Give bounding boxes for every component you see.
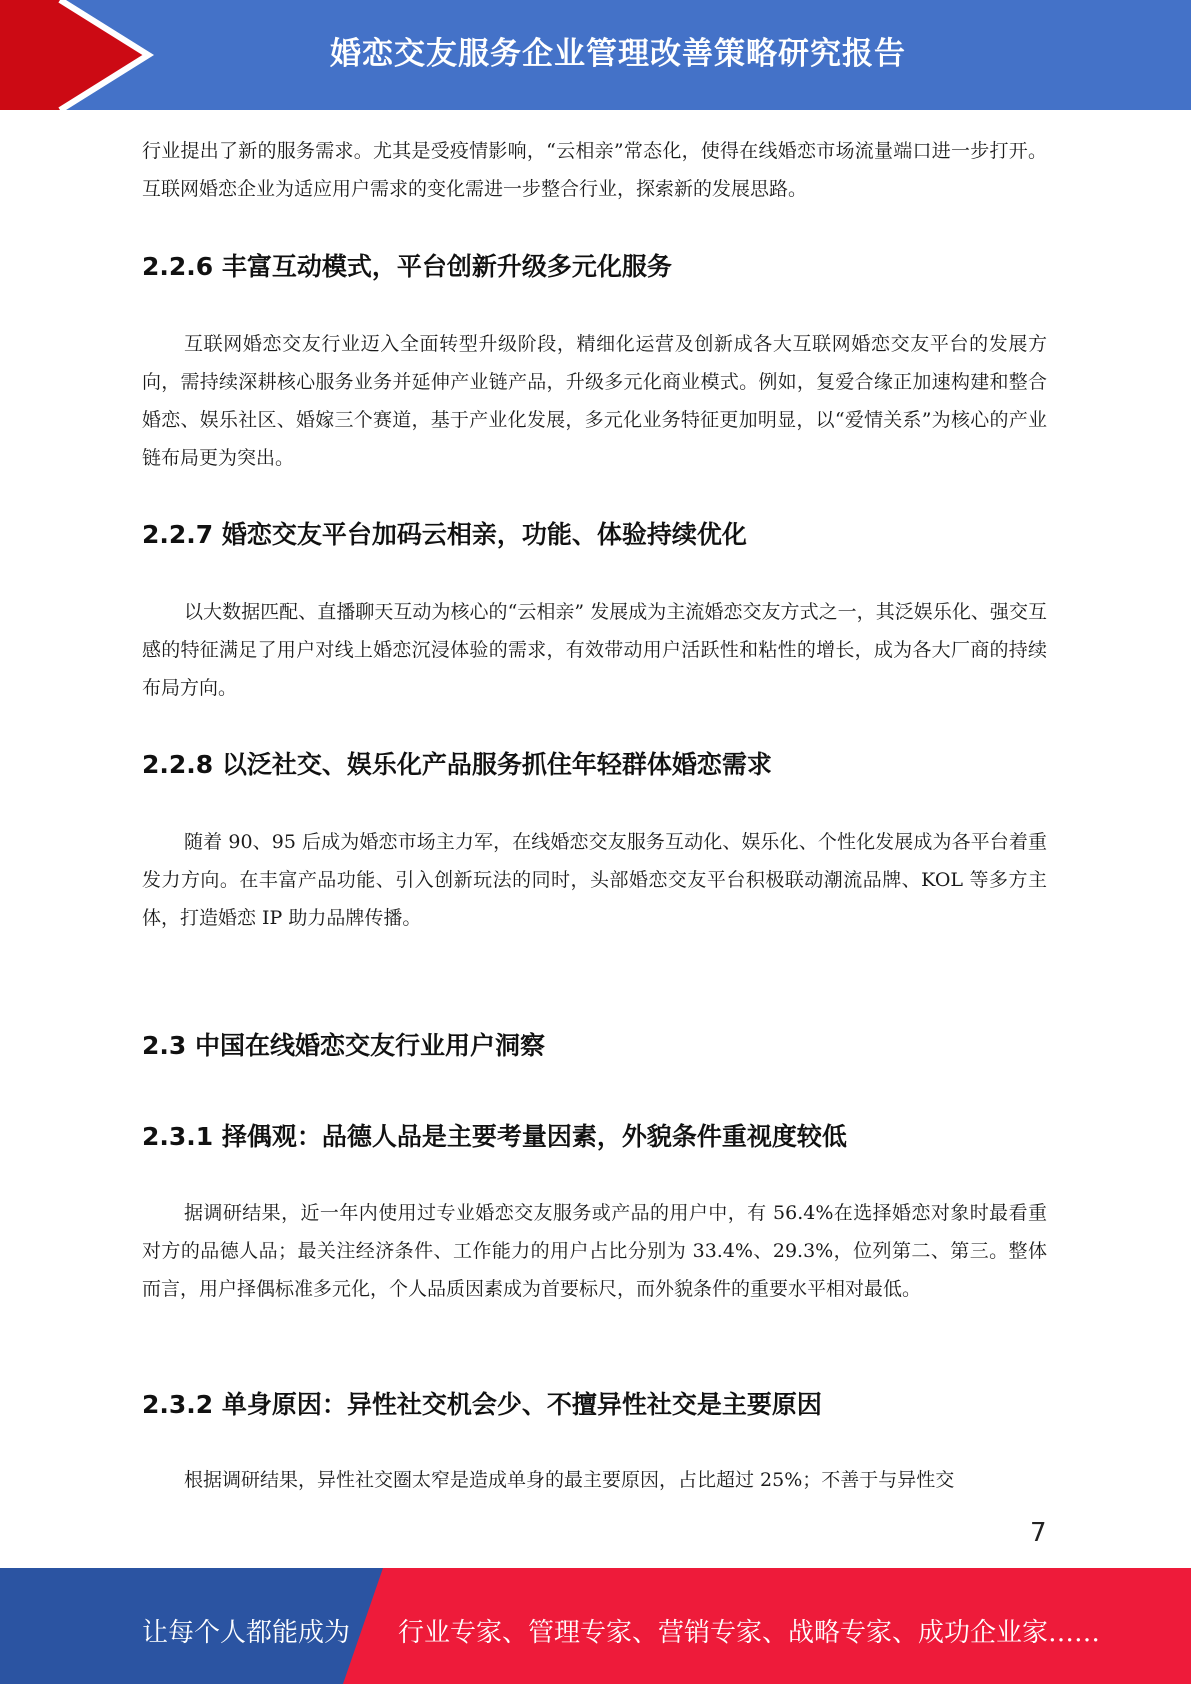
- paragraph-2-2-8: 随着 90、95 后成为婚恋市场主力军，在线婚恋交友服务互动化、娱乐化、个性化发展成为各平台着重发力方向。在丰富产品功能、引入创新玩法的同时，头部婚恋交友平台积极联动潮流品牌、KOL 等多方主体，打造婚恋 IP 助力品牌传播。: [142, 831, 1047, 929]
- heading-2-2-8: 2.2.8 以泛社交、娱乐化产品服务抓住年轻群体婚恋需求: [142, 750, 772, 779]
- report-title: 婚恋交友服务企业管理改善策略研究报告: [330, 36, 906, 72]
- page-number: 7: [1030, 1518, 1047, 1548]
- footer-slogan-left: 让每个人都能成为: [142, 1618, 351, 1648]
- page-footer: [0, 1568, 1191, 1684]
- paragraph-2-2-7: 以大数据匹配、直播聊天互动为核心的“云相亲” 发展成为主流婚恋交友方式之一，其泛娱乐化、强交互感的特征满足了用户对线上婚恋沉浸体验的需求，有效带动用户活跃性和粘性的增长，成为各大厂商的持续布局方向。: [142, 601, 1047, 699]
- heading-2-2-7: 2.2.7 婚恋交友平台加码云相亲，功能、体验持续优化: [142, 520, 747, 549]
- intro-paragraph: 行业提出了新的服务需求。尤其是受疫情影响，“云相亲”常态化，使得在线婚恋市场流量端口进一步打开。互联网婚恋企业为适应用户需求的变化需进一步整合行业，探索新的发展思路。: [142, 140, 1047, 200]
- footer-slogan-right: 行业专家、管理专家、营销专家、战略专家、成功企业家……: [398, 1618, 1101, 1648]
- heading-2-3-2: 2.3.2 单身原因：异性社交机会少、不擅异性社交是主要原因: [142, 1390, 822, 1419]
- heading-2-2-6: 2.2.6 丰富互动模式，平台创新升级多元化服务: [142, 252, 672, 281]
- heading-2-3: 2.3 中国在线婚恋交友行业用户洞察: [142, 1031, 545, 1060]
- paragraph-2-2-6: 互联网婚恋交友行业迈入全面转型升级阶段，精细化运营及创新成各大互联网婚恋交友平台的发展方向，需持续深耕核心服务业务并延伸产业链产品，升级多元化商业模式。例如，复爱合缘正加速构建和整合婚恋、娱乐社区、婚嫁三个赛道，基于产业化发展，多元化业务特征更加明显，以“爱情关系”为核心的产业链布局更为突出。: [142, 333, 1047, 469]
- paragraph-2-3-1: 据调研结果，近一年内使用过专业婚恋交友服务或产品的用户中，有 56.4%在选择婚恋对象时最看重对方的品德人品；最关注经济条件、工作能力的用户占比分别为 33.4%、29.3%，位列第二、第三。整体而言，用户择偶标准多元化，个人品质因素成为首要标尺，而外貌条件的重要水平相对最低。: [142, 1202, 1047, 1300]
- paragraph-2-3-2: 根据调研结果，异性社交圈太窄是造成单身的最主要原因，占比超过 25%；不善于与异性交: [184, 1469, 955, 1491]
- heading-2-3-1: 2.3.1 择偶观：品德人品是主要考量因素，外貌条件重视度较低: [142, 1122, 847, 1151]
- page-header: [0, 0, 1191, 110]
